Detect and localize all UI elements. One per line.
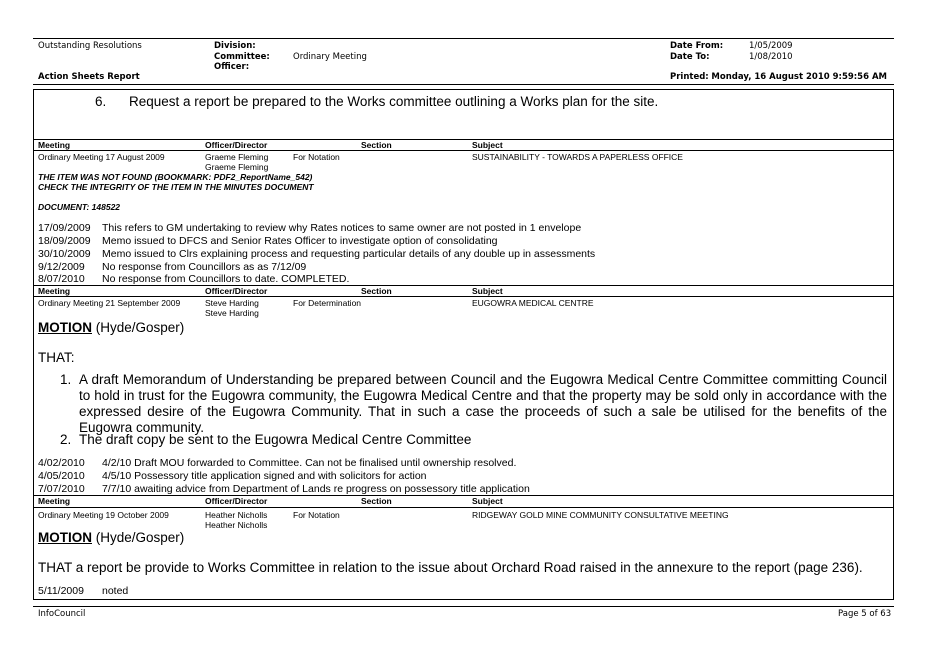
integrity-warning: CHECK THE INTEGRITY OF THE ITEM IN THE MINUTES DOCUMENT bbox=[38, 182, 314, 192]
that-heading: THAT: bbox=[38, 350, 75, 365]
date-to-label: Date To: bbox=[670, 52, 710, 62]
officer-label: Officer: bbox=[214, 62, 250, 72]
document-number: DOCUMENT: 148522 bbox=[38, 202, 121, 212]
col-header-officer: Officer/Director bbox=[205, 286, 268, 296]
action-date: 9/12/2009 bbox=[38, 261, 85, 273]
motion-label: MOTION bbox=[38, 320, 92, 335]
motion-label: MOTION bbox=[38, 530, 92, 545]
entry-officer: Graeme Fleming bbox=[205, 152, 269, 162]
action-date: 18/09/2009 bbox=[38, 235, 91, 247]
entry-subject: RIDGEWAY GOLD MINE COMMUNITY CONSULTATIVE MEETING bbox=[472, 510, 729, 520]
intro-number: 6. bbox=[95, 94, 107, 109]
col-header-officer: Officer/Director bbox=[205, 496, 268, 506]
col-header-meeting: Meeting bbox=[38, 286, 71, 296]
action-date: 17/09/2009 bbox=[38, 222, 91, 234]
entry-officer: Steve Harding bbox=[205, 308, 259, 318]
report-type: Action Sheets Report bbox=[38, 72, 140, 82]
col-header-subject: Subject bbox=[472, 286, 503, 296]
action-text: Memo issued to Clrs explaining process and requesting particular details of any double up in assessments bbox=[102, 248, 596, 260]
action-date: 4/02/2010 bbox=[38, 457, 85, 469]
intro-text: Request a report be prepared to the Works committee outlining a Works plan for the site. bbox=[129, 94, 659, 109]
division-label: Division: bbox=[214, 41, 256, 51]
action-date: 30/10/2009 bbox=[38, 248, 91, 260]
committee-value: Ordinary Meeting bbox=[293, 52, 367, 62]
motion-movers: (Hyde/Gosper) bbox=[95, 320, 185, 335]
action-text: 4/2/10 Draft MOU forwarded to Committee. Can not be finalised until ownership resolved. bbox=[102, 457, 517, 469]
printed-line bbox=[670, 72, 887, 83]
col-header-section: Section bbox=[361, 286, 392, 296]
action-date: 7/07/2010 bbox=[38, 483, 85, 495]
col-header-subject: Subject bbox=[472, 496, 503, 506]
page-number: Page 5 of 63 bbox=[838, 609, 892, 619]
action-text: noted bbox=[102, 585, 129, 597]
entry-meeting: Ordinary Meeting 19 October 2009 bbox=[38, 510, 169, 520]
date-from-value: 1/05/2009 bbox=[749, 41, 793, 51]
col-header-meeting: Meeting bbox=[38, 496, 71, 506]
footer-brand: InfoCouncil bbox=[38, 609, 86, 619]
missing-item-warning: THE ITEM WAS NOT FOUND (BOOKMARK: PDF2_ReportName_542) bbox=[38, 172, 313, 182]
entry-section: For Notation bbox=[293, 510, 340, 520]
action-text: No response from Councillors as as 7/12/09 bbox=[102, 261, 307, 273]
action-text: Memo issued to DFCS and Senior Rates Officer to investigate option of consolidating bbox=[102, 235, 498, 247]
entry-subject: EUGOWRA MEDICAL CENTRE bbox=[472, 298, 594, 308]
action-date: 5/11/2009 bbox=[38, 585, 84, 597]
entry-officer: Graeme Fleming bbox=[205, 162, 269, 172]
motion-heading bbox=[38, 530, 184, 546]
action-text: 7/7/10 awaiting advice from Department of Lands re progress on possessory title application bbox=[102, 483, 530, 495]
col-header-section: Section bbox=[361, 140, 392, 150]
action-date: 8/07/2010 bbox=[38, 273, 85, 285]
resolution-item-number: 2. bbox=[60, 432, 72, 447]
motion-movers: (Hyde/Gosper) bbox=[95, 530, 185, 545]
action-text: This refers to GM undertaking to review why Rates notices to same owner are not posted in 1 envelope bbox=[102, 222, 582, 234]
entry-officer: Steve Harding bbox=[205, 298, 259, 308]
col-header-subject: Subject bbox=[472, 140, 503, 150]
printed-label: Printed: bbox=[670, 72, 709, 82]
entry-meeting: Ordinary Meeting 21 September 2009 bbox=[38, 298, 181, 308]
entry-section: For Determination bbox=[293, 298, 362, 308]
resolution-item-text: The draft copy be sent to the Eugowra Medical Centre Committee bbox=[79, 432, 472, 447]
resolution-item-text: A draft Memorandum of Understanding be prepared between Council and the Eugowra Medical Centre Committee committing Council to hold in trust for the Eugowra community, the Eugowra Medical Centre and that the property may be sold only in accordance with the expressed desire of the Eugowra Community. That in such a case the proceeds of such a sale be utilised for the benefits of the Eugowra community. bbox=[79, 372, 887, 435]
report-title: Outstanding Resolutions bbox=[38, 41, 142, 51]
entry-meeting: Ordinary Meeting 17 August 2009 bbox=[38, 152, 165, 162]
action-text: No response from Councillors to date. COMPLETED. bbox=[102, 273, 350, 285]
col-header-officer: Officer/Director bbox=[205, 140, 268, 150]
entry-subject: SUSTAINABILITY - TOWARDS A PAPERLESS OFFICE bbox=[472, 152, 683, 162]
action-date: 4/05/2010 bbox=[38, 470, 85, 482]
printed-value: Monday, 16 August 2010 9:59:56 AM bbox=[711, 72, 888, 82]
entry-officer: Heather Nicholls bbox=[205, 510, 268, 520]
entry-officer: Heather Nicholls bbox=[205, 520, 268, 530]
col-header-meeting: Meeting bbox=[38, 140, 71, 150]
date-from-label: Date From: bbox=[670, 41, 724, 51]
col-header-section: Section bbox=[361, 496, 392, 506]
committee-label: Committee: bbox=[214, 52, 270, 62]
motion-heading bbox=[38, 320, 184, 336]
action-text: 4/5/10 Possessory title application signed and with solicitors for action bbox=[102, 470, 427, 482]
entry-section: For Notation bbox=[293, 152, 340, 162]
date-to-value: 1/08/2010 bbox=[749, 52, 793, 62]
resolution-text: THAT a report be provide to Works Committee in relation to the issue about Orchard Road raised in the annexure to the report (page 236). bbox=[38, 560, 863, 575]
resolution-item-number: 1. bbox=[60, 372, 72, 387]
